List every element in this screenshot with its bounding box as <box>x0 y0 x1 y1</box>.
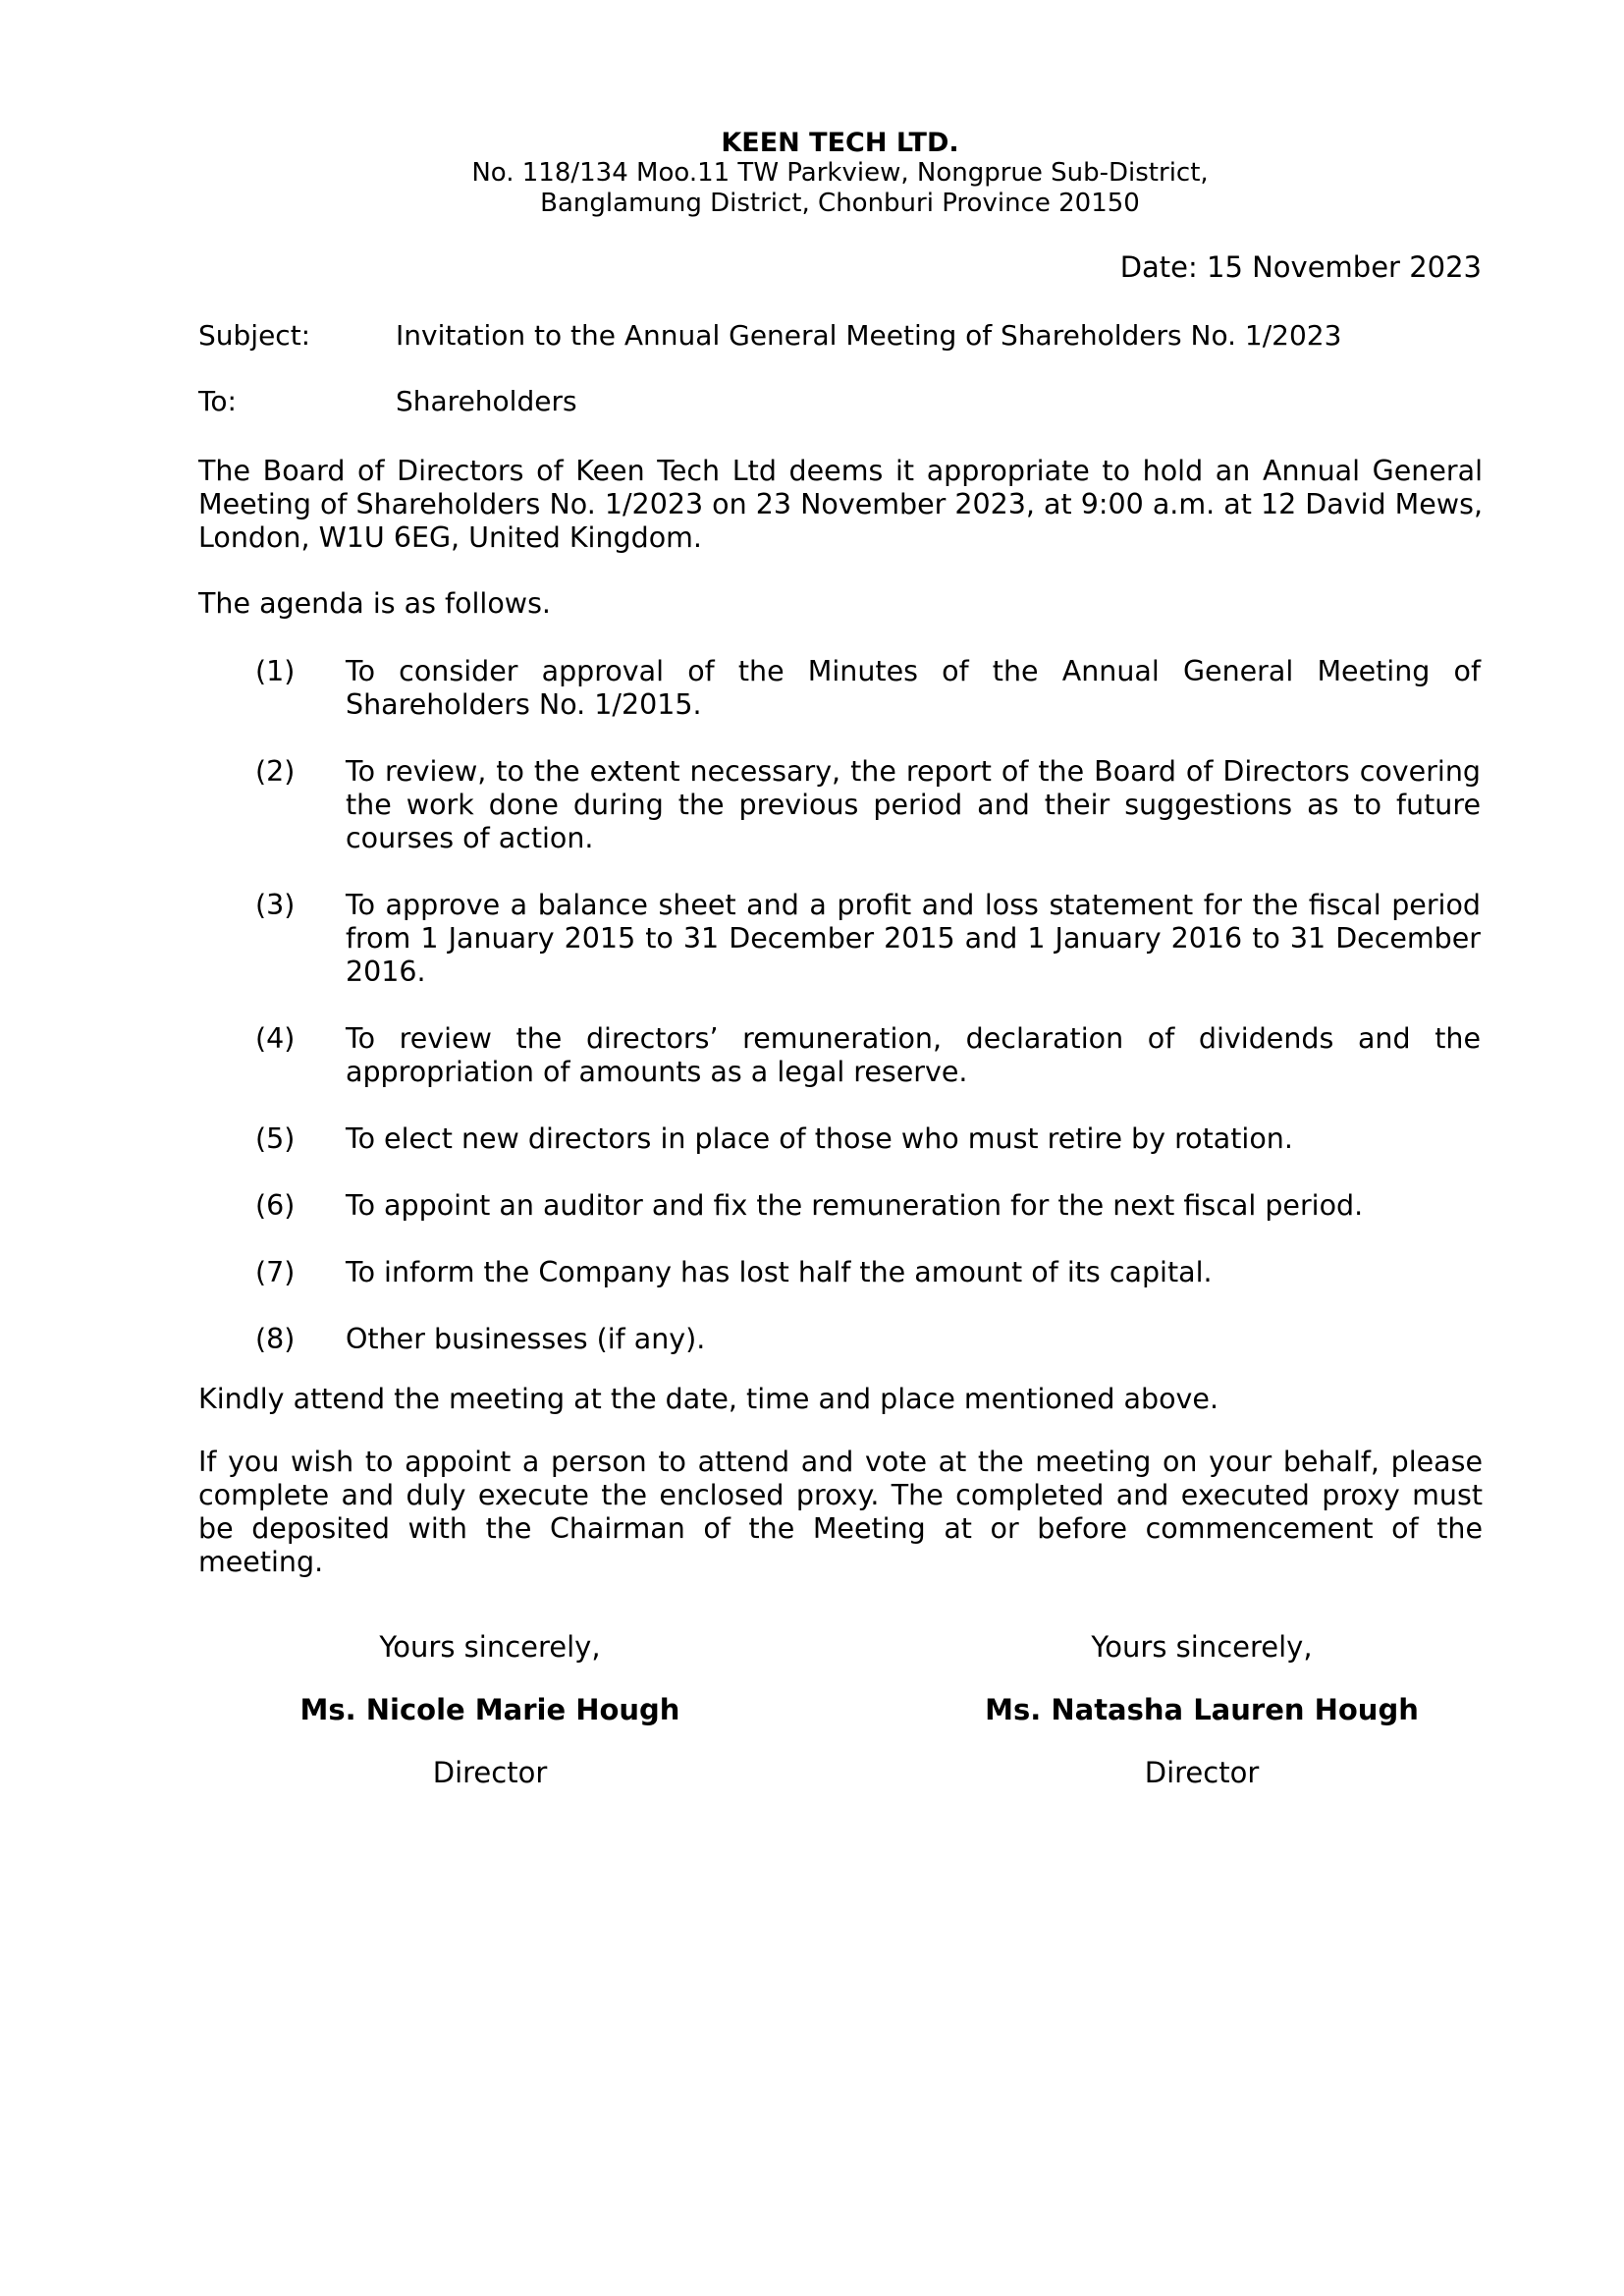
signatory-name: Ms. Natasha Lauren Hough <box>985 1693 1419 1726</box>
agenda-item-number: (2) <box>255 755 296 788</box>
agenda-item-text: Other businesses (if any). <box>346 1323 706 1355</box>
agenda-item <box>198 1122 1483 1156</box>
company-header <box>0 128 1624 219</box>
agenda-item-text: To review the directors’ remuneration, declaration of dividends and the appropriation of amounts as a legal reserve. <box>346 1022 1481 1088</box>
agenda-intro: The agenda is as follows. <box>198 587 551 620</box>
subject-label: Subject: <box>198 319 311 352</box>
agenda-item-number: (5) <box>255 1122 296 1155</box>
proxy-paragraph: If you wish to appoint a person to attend and vote at the meeting on your behalf, please complete and duly execute the enclosed proxy. The completed and executed proxy must be deposited with the Chairman of the Meeting at or before commencement of the meeting. <box>198 1446 1483 1578</box>
agenda-item-number: (1) <box>255 655 296 687</box>
agenda-item-text: To appoint an auditor and fix the remuneration for the next fiscal period. <box>346 1189 1364 1222</box>
agenda-item <box>198 889 1483 989</box>
subject-value: Invitation to the Annual General Meeting of Shareholders No. 1/2023 <box>396 319 1342 352</box>
company-address-line2: Banglamung District, Chonburi Province 20150 <box>540 189 1140 218</box>
signatory-name: Ms. Nicole Marie Hough <box>299 1693 680 1726</box>
agenda-item <box>198 1189 1483 1223</box>
agenda-item <box>198 655 1483 722</box>
company-name: KEEN TECH LTD. <box>721 128 959 158</box>
agenda-item <box>198 1256 1483 1289</box>
signature-block-right <box>907 1630 1496 1807</box>
agenda-item-text: To review, to the extent necessary, the report of the Board of Directors covering the work done during the previous period and their suggestions as to future courses of action. <box>346 755 1481 854</box>
agenda-item-number: (4) <box>255 1022 296 1055</box>
agenda-list <box>198 655 1483 1390</box>
agenda-item-number: (8) <box>255 1323 296 1355</box>
agenda-item-number: (7) <box>255 1256 296 1288</box>
signature-closing: Yours sincerely, <box>379 1630 601 1664</box>
agenda-item-text: To elect new directors in place of those who must retire by rotation. <box>346 1122 1293 1155</box>
recipient-value: Shareholders <box>396 385 577 417</box>
agenda-item-number: (6) <box>255 1189 296 1222</box>
agenda-item <box>198 755 1483 855</box>
signatory-title: Director <box>432 1756 548 1789</box>
recipient-label: To: <box>198 385 237 417</box>
agenda-item-number: (3) <box>255 889 296 921</box>
agenda-item-text: To approve a balance sheet and a profit and loss statement for the fiscal period from 1 January 2015 to 31 December 2015 and 1 January 2016 to 31 December 2016. <box>346 889 1481 988</box>
agenda-item <box>198 1323 1483 1356</box>
company-address-line1: No. 118/134 Moo.11 TW Parkview, Nongprue Sub-District, <box>471 158 1209 188</box>
signature-block-left <box>195 1630 785 1807</box>
letter-date: Date: 15 November 2023 <box>1119 250 1482 284</box>
signature-closing: Yours sincerely, <box>1091 1630 1313 1664</box>
agenda-item <box>198 1022 1483 1089</box>
agenda-item-text: To inform the Company has lost half the amount of its capital. <box>346 1256 1213 1288</box>
attend-paragraph: Kindly attend the meeting at the date, time and place mentioned above. <box>198 1383 1218 1415</box>
signatory-title: Director <box>1144 1756 1260 1789</box>
intro-paragraph: The Board of Directors of Keen Tech Ltd deems it appropriate to hold an Annual General Meeting of Shareholders No. 1/2023 on 23 November 2023, at 9:00 a.m. at 12 David Mews, London, W1U 6EG, United Kingdom. <box>198 455 1483 554</box>
agenda-item-text: To consider approval of the Minutes of the Annual General Meeting of Shareholders No. 1/2015. <box>346 655 1481 721</box>
